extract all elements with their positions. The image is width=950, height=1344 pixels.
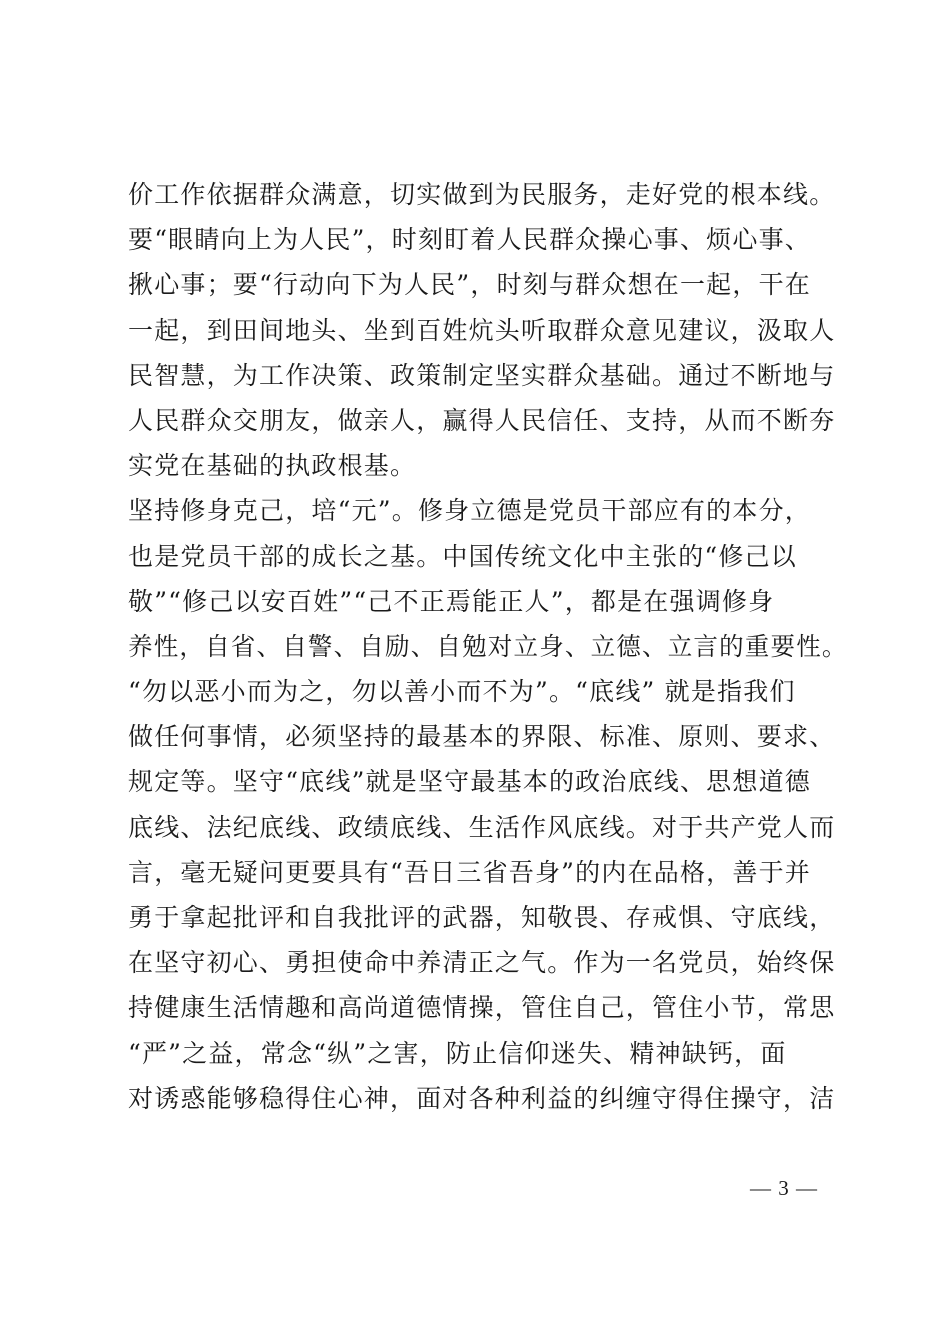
- text-line: 实党在基础的执政根基。: [128, 451, 417, 481]
- text-line: 做任何事情，必须坚持的最基本的界限、标准、原则、要求、: [128, 722, 836, 752]
- text-line: 养性，自省、自警、自励、自勉对立身、立德、立言的重要性。: [128, 631, 848, 661]
- body-text: [128, 172, 848, 1121]
- text-line: “严”之益，常念“纵”之害，防止信仰迷失、精神缺钙，面: [128, 1038, 787, 1068]
- text-line: 揪心事；要“行动向下为人民”，时刻与群众想在一起，干在: [128, 270, 811, 300]
- text-line: 持健康生活情趣和高尚道德情操，管住自己，管住小节，常思: [128, 993, 836, 1023]
- text-line: 民智慧，为工作决策、政策制定坚实群众基础。通过不断地与: [128, 360, 836, 390]
- text-line: 坚持修身克己，培“元”。修身立德是党员干部应有的本分，: [128, 496, 811, 526]
- text-line: 也是党员干部的成长之基。中国传统文化中主张的“修己以: [128, 541, 797, 571]
- text-line: 勇于拿起批评和自我批评的武器，知敬畏、存戒惧、守底线，: [128, 903, 836, 932]
- page-number: — 3 —: [750, 1176, 818, 1200]
- text-line: 言，毫无疑问更要具有“吾日三省吾身”的内在品格，善于并: [128, 857, 811, 887]
- text-line: 一起，到田间地头、坐到百姓炕头听取群众意见建议，汲取人: [128, 315, 836, 345]
- text-line: 规定等。坚守“底线”就是坚守最基本的政治底线、思想道德: [128, 767, 811, 797]
- text-line: “勿以恶小而为之，勿以善小而不为”。“底线” 就是指我们: [128, 677, 796, 707]
- text-line: 在坚守初心、勇担使命中养清正之气。作为一名党员，始终保: [128, 948, 836, 978]
- text-line: 敬”“修己以安百姓”“己不正焉能正人”，都是在强调修身: [128, 586, 775, 616]
- text-line: 底线、法纪底线、政绩底线、生活作风底线。对于共产党人而: [128, 812, 836, 842]
- text-line: 价工作依据群众满意，切实做到为民服务，走好党的根本线。: [128, 180, 836, 209]
- text-line: 对诱惑能够稳得住心神，面对各种利益的纠缠守得住操守，洁: [128, 1083, 836, 1113]
- text-line: 要“眼睛向上为人民”，时刻盯着人民群众操心事、烦心事、: [128, 225, 811, 255]
- text-line: 人民群众交朋友，做亲人，赢得人民信任、支持，从而不断夯: [128, 405, 836, 435]
